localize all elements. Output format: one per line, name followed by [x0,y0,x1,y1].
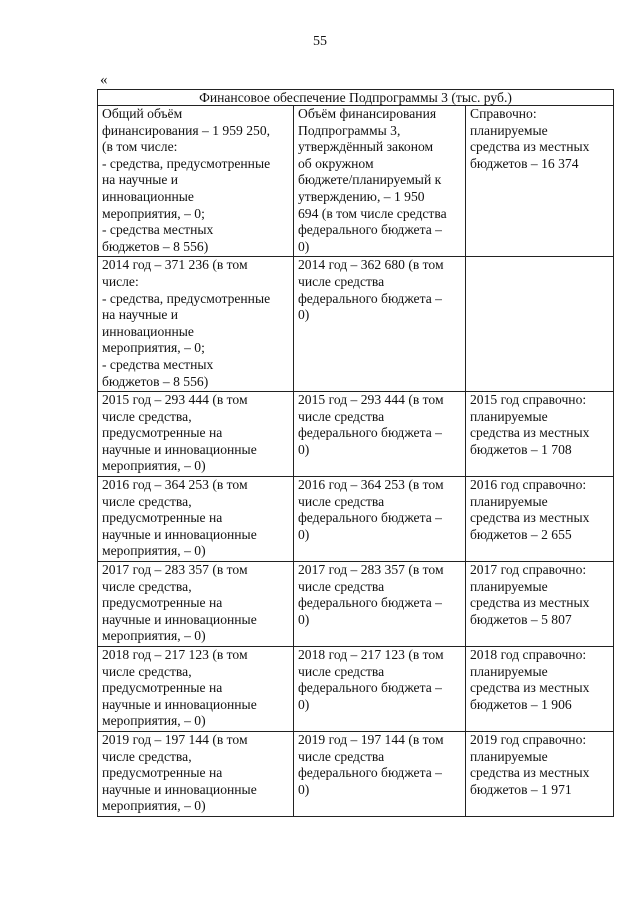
year-local-reference-cell: 2016 год справочно: планируемые средства из местных бюджетов – 2 655 [466,477,614,562]
year-local-reference-cell: 2015 год справочно: планируемые средства из местных бюджетов – 1 708 [466,392,614,477]
year-local-reference-cell [466,257,614,392]
year-approved-cell: 2018 год – 217 123 (в том числе средства федерального бюджета – 0) [294,647,466,732]
table-row-2016 [98,477,614,562]
year-total-cell: 2014 год – 371 236 (в том числе: - средства, предусмотренные на научные и инновационные мероприятия, – 0; - средства местных бюджетов – 8 556) [98,257,294,392]
page-number: 55 [313,34,327,49]
table-row-total [98,106,614,257]
year-total-cell: 2016 год – 364 253 (в том числе средства, предусмотренные на научные и инновационные мероприятия, – 0) [98,477,294,562]
year-local-reference-cell: 2018 год справочно: планируемые средства из местных бюджетов – 1 906 [466,647,614,732]
year-total-cell: 2019 год – 197 144 (в том числе средства, предусмотренные на научные и инновационные мероприятия, – 0) [98,731,294,816]
table-title-row [98,90,614,106]
total-funding-cell: Общий объём финансирования – 1 959 250, (в том числе: - средства, предусмотренные на научные и инновационные мероприятия, – 0; - средства местных бюджетов – 8 556) [98,106,294,257]
table-row-2018 [98,647,614,732]
financing-table [97,89,614,817]
year-approved-cell: 2017 год – 283 357 (в том числе средства федерального бюджета – 0) [294,562,466,647]
year-total-cell: 2017 год – 283 357 (в том числе средства, предусмотренные на научные и инновационные мероприятия, – 0) [98,562,294,647]
year-approved-cell: 2015 год – 293 444 (в том числе средства федерального бюджета – 0) [294,392,466,477]
year-total-cell: 2018 год – 217 123 (в том числе средства, предусмотренные на научные и инновационные мероприятия, – 0) [98,647,294,732]
table-row-2014 [98,257,614,392]
year-local-reference-cell: 2017 год справочно: планируемые средства из местных бюджетов – 5 807 [466,562,614,647]
year-approved-cell: 2016 год – 364 253 (в том числе средства федерального бюджета – 0) [294,477,466,562]
table-row-2017 [98,562,614,647]
year-total-cell: 2015 год – 293 444 (в том числе средства, предусмотренные на научные и инновационные мероприятия, – 0) [98,392,294,477]
approved-funding-cell: Объём финансирования Подпрограммы 3, утверждённый законом об окружном бюджете/планируемый к утверждению, – 1 950 694 (в том числе средства федерального бюджета – 0) [294,106,466,257]
table-title: Финансовое обеспечение Подпрограммы 3 (тыс. руб.) [98,90,614,106]
table-row-2015 [98,392,614,477]
year-approved-cell: 2014 год – 362 680 (в том числе средства федерального бюджета – 0) [294,257,466,392]
table-row-2019 [98,731,614,816]
year-local-reference-cell: 2019 год справочно: планируемые средства из местных бюджетов – 1 971 [466,731,614,816]
year-approved-cell: 2019 год – 197 144 (в том числе средства федерального бюджета – 0) [294,731,466,816]
opening-quote-mark: « [100,72,108,88]
local-budget-reference-cell: Справочно: планируемые средства из местных бюджетов – 16 374 [466,106,614,257]
